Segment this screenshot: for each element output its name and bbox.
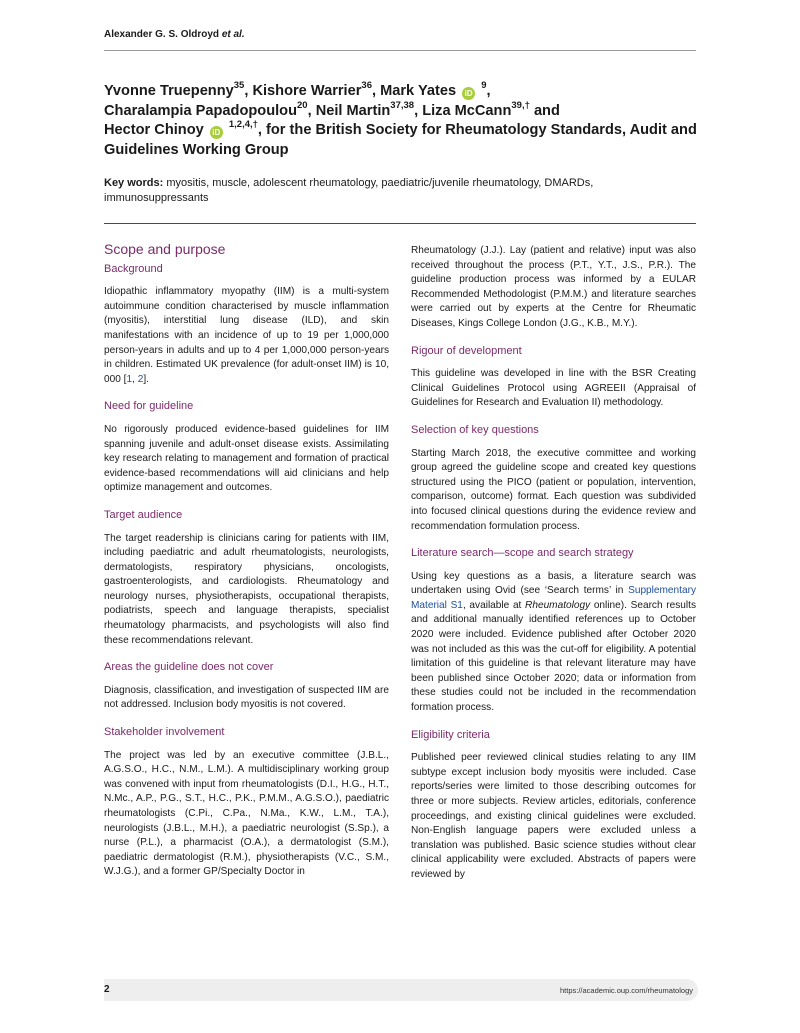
paragraph-stakeholder: The project was led by an executive committee (J.B.L., A.G.S.O., H.C., N.M., L.M.). A multidisciplinary working group was convened with input from rheumatologists (D.I., H.G., H.T., N.Mc., A.P., P.G., S.T., H.C., P.K., P.M.M., A.G.S.O.), paediatric rheumatologists (C.Pi., C.Pa., N.Ma., K.W., L.M., T.A.), neurologists (J.B.L., M.H.), a paediatric neurologist (S.Sp.), a nurse (P.L.), a pharmacist (O.A.), a dermatologist (S.M.), paediatric dermatologist (R.M.), physiotherapists (V.C., S.M., W.J.G.), and a former GP/Specialty Doctor in xyxy=(104,749,389,878)
subheading-not-covered: Areas the guideline does not cover xyxy=(104,661,274,674)
paragraph-rigour: This guideline was developed in line with the BSR Creating Clinical Guidelines Protocol using AGREEII (Appraisal of Guidelines for Research and Evaluation II) methodology. xyxy=(411,368,696,409)
left-column xyxy=(104,242,389,880)
paragraph-selection: Starting March 2018, the executive committee and working group agreed the guideline scope and created key questions structured using the PICO (patient or population, intervention, comparison, outcome) format. Each question was subdivided into focused clinical questions during the evidence review and recommendation formulation process. xyxy=(411,447,696,532)
supplementary-link[interactable]: Supplementary Material S1 xyxy=(411,585,696,611)
subheading-rigour: Rigour of development xyxy=(411,344,522,357)
keywords xyxy=(104,176,696,206)
header-rule xyxy=(104,50,696,51)
section-rule xyxy=(104,223,696,224)
page-number: 2 xyxy=(104,984,110,995)
author-list: Yvonne Truepenny$^{35}$, Kishore Warrier$^{36}$, Mark Yates iD $^9$, Charalampia Papadopoulou$^{20}$, Neil Martin$^{37,38}$, Liza McCann$^{39,\dagger}$ and Hector Chinoy iD $^{1,2,4,\dagger}$, for the British Society for Rheumatology Standards, Audit and Guidelines Working Group xyxy=(104,80,697,158)
subheading-selection: Selection of key questions xyxy=(411,423,539,436)
subheading-literature: Literature search—scope and search strategy xyxy=(411,547,634,560)
running-head-etal: et al. xyxy=(221,29,245,40)
keywords-label: Key words: xyxy=(104,177,164,189)
journal-name: Rheumatology xyxy=(525,599,591,611)
paragraph-eligibility: Published peer reviewed clinical studies relating to any IIM subtype except inclusion body myositis were included. Case reports/series were limited to those describing outcomes for three or more subjects. Review articles, editorials, conference proceedings, and existing clinical guidelines were excluded. Non-English language papers were excluded unless a translation was published. Basic science studies without clear clinical applicability were excluded. Abstracts of papers were reviewed by xyxy=(411,752,696,880)
reference-link-2[interactable]: 2 xyxy=(137,373,144,385)
paragraph-audience: The target readership is clinicians caring for patients with IIM, including paediatric and adult rheumatologists, neurologists, dermatologists, respiratory physicians, oncologists, gastroenterologists, and cardiologists. Rheumatology and neurology nurses, physiotherapists, occupational therapists, podiatrists, speech and language therapists, specialist rheumatology pharmacists, and psychologists will also find these recommendations relevant. xyxy=(104,532,389,646)
subheading-eligibility: Eligibility criteria xyxy=(411,728,490,741)
paragraph-literature: Using key questions as a basis, a literature search was undertaken using Ovid (see ‘Search terms’ in Supplementary Material S1, available at Rheumatology online). Search results and additional manually identified references up to October 2020 were included. Evidence published after October 2020 was not included as this was the cut-off for eligibility. A potential limitation of this guideline is that relevant literature may have been published since October 2020; data or information from these studies could not be included in the recommendation formation process. xyxy=(411,570,696,714)
group-author: for the British Society for Rheumatology Standards, Audit and Guidelines Working Group xyxy=(104,122,697,158)
orcid-icon[interactable]: iD xyxy=(462,87,475,100)
reference-link-1[interactable]: 1 xyxy=(126,373,133,385)
paragraph-stakeholder-continued: Rheumatology (J.J.). Lay (patient and relative) input was also received throughout the process (P.T., Y.T., J.S., P.R.). The guideline production process was informed by a EULAR Recommended Methodologist (P.M.M.) and literature searches were carried out by experts at the Centre for Rheumatic Diseases, Kings College London (J.G., K.B., M.Y.). xyxy=(411,245,696,329)
paragraph-not-covered: Diagnosis, classification, and investigation of suspected IIM are not addressed. Inclusion body myositis is not covered. xyxy=(104,684,389,711)
subheading-need: Need for guideline xyxy=(104,400,194,413)
subheading-background: Background xyxy=(104,262,163,275)
subheading-stakeholder: Stakeholder involvement xyxy=(104,726,225,739)
subheading-audience: Target audience xyxy=(104,508,183,521)
paragraph-background: Idiopathic inflammatory myopathy (IIM) is a multi-system autoimmune condition characterised by muscle inflammation (myositis), interstitial lung disease (ILD), and skin manifestations with an incidence of up to 19 per 1,000,000 person-years in adults and up to 4 per 1,000,000 person-years in children. Estimated UK prevalence (for adult-onset IIM) is 10, 000 [1, 2]. xyxy=(104,286,389,385)
right-column xyxy=(411,244,696,883)
running-head: Alexander G. S. Oldroyd et al. xyxy=(104,29,245,40)
keywords-text: myositis, muscle, adolescent rheumatology, paediatric/juvenile rheumatology, DMARDs, immunosuppressants xyxy=(104,177,594,204)
section-heading-scope: Scope and purpose xyxy=(104,241,226,257)
paragraph-need: No rigorously produced evidence-based guidelines for IIM spanning juvenile and adult-onset disease exists. Assimilating key research relating to management and formation of practical evidence-based recommendations will aid clinicians and help optimize management and outcomes. xyxy=(104,423,389,494)
orcid-icon[interactable]: iD xyxy=(210,126,223,139)
journal-url[interactable]: https://academic.oup.com/rheumatology xyxy=(560,986,693,995)
